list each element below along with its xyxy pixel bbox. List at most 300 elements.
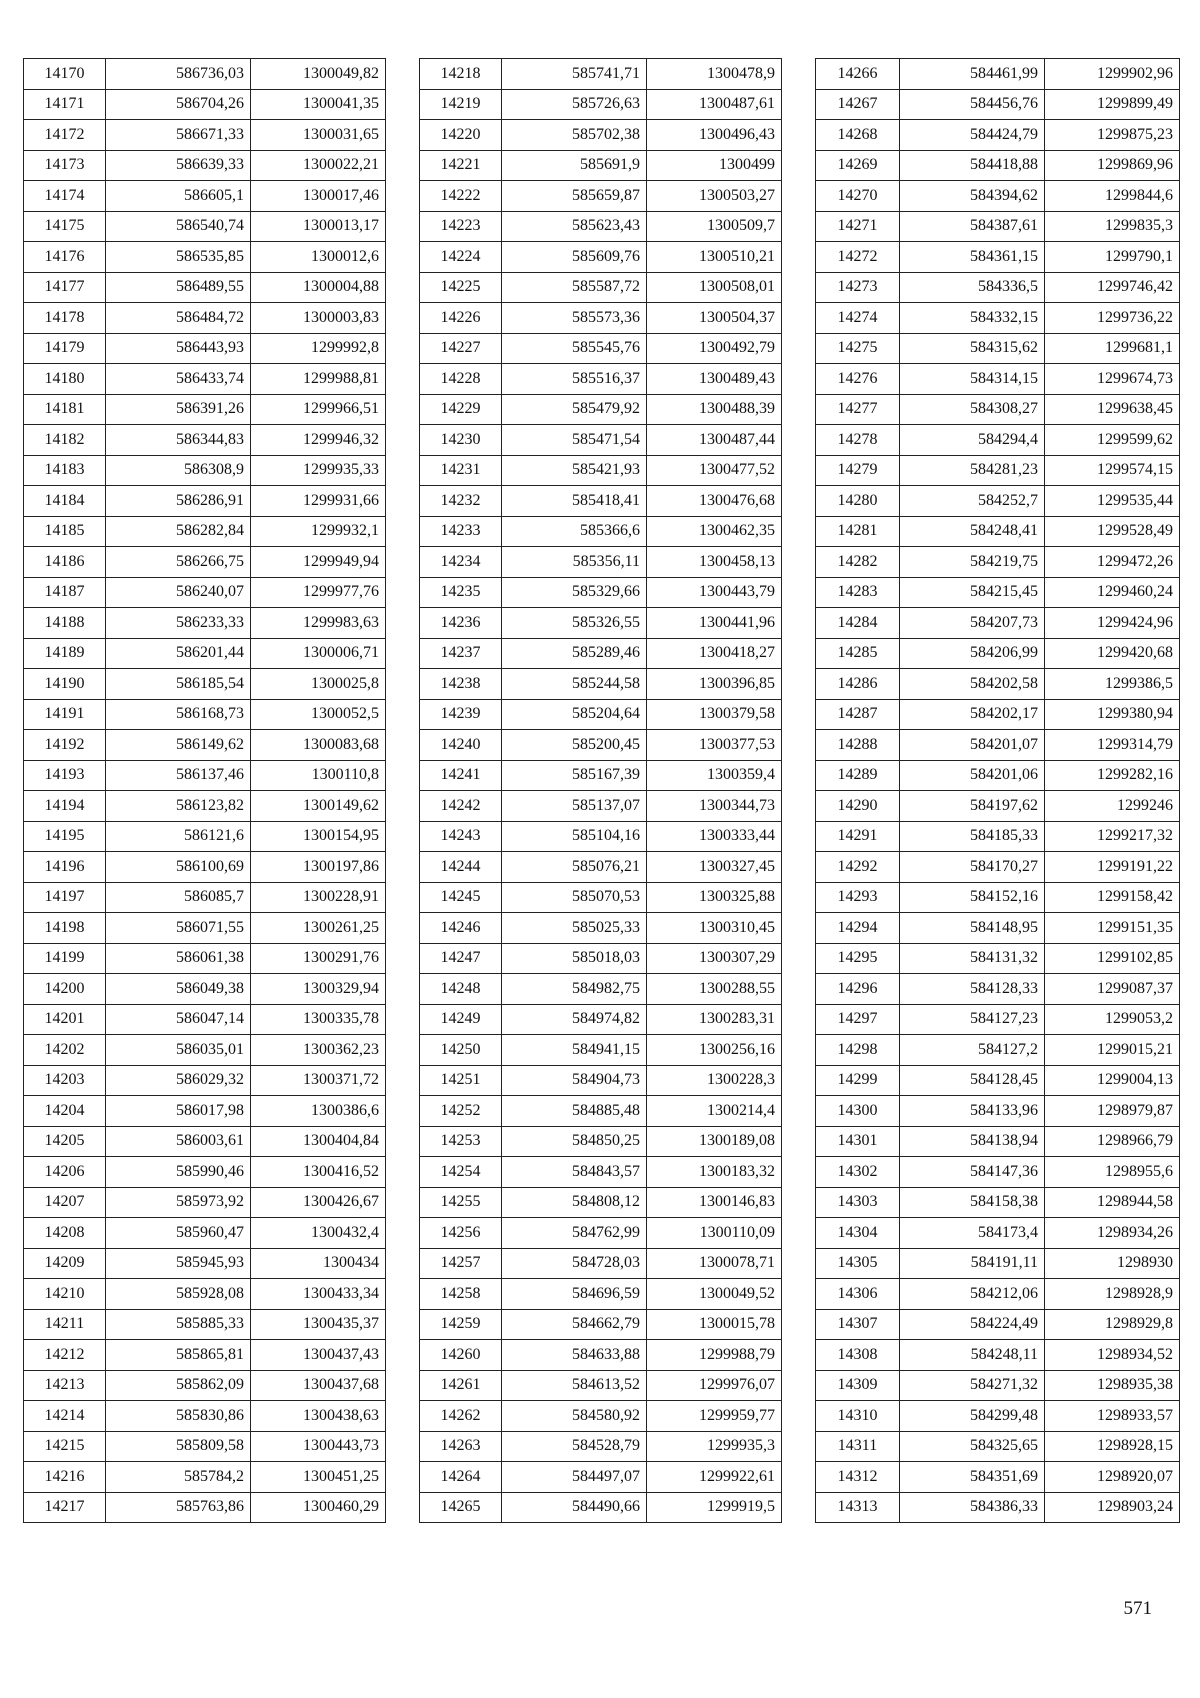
table-row (420, 394, 782, 425)
point-number-cell: 14225 (420, 272, 502, 303)
y-coordinate-cell: 1299949,94 (251, 547, 386, 578)
table-row (816, 1370, 1180, 1401)
y-coordinate-cell: 1300437,68 (251, 1370, 386, 1401)
point-number-cell: 14236 (420, 608, 502, 639)
table-row (816, 608, 1180, 639)
page-number: 571 (1123, 1598, 1152, 1619)
x-coordinate-cell: 586185,54 (106, 669, 251, 700)
x-coordinate-cell: 585702,38 (502, 120, 647, 151)
point-number-cell: 14258 (420, 1279, 502, 1310)
y-coordinate-cell: 1300404,84 (251, 1126, 386, 1157)
y-coordinate-cell: 1299988,79 (647, 1340, 782, 1371)
x-coordinate-cell: 586003,61 (106, 1126, 251, 1157)
y-coordinate-cell: 1300003,83 (251, 303, 386, 334)
x-coordinate-cell: 585659,87 (502, 181, 647, 212)
table-row (24, 89, 386, 120)
table-row (420, 425, 782, 456)
x-coordinate-cell: 584173,4 (900, 1218, 1045, 1249)
x-coordinate-cell: 585945,93 (106, 1248, 251, 1279)
point-number-cell: 14200 (24, 974, 106, 1005)
coordinate-table-3 (815, 58, 1180, 1523)
table-row (420, 1096, 782, 1127)
y-coordinate-cell: 1300344,73 (647, 791, 782, 822)
point-number-cell: 14249 (420, 1004, 502, 1035)
y-coordinate-cell: 1299983,63 (251, 608, 386, 639)
point-number-cell: 14246 (420, 913, 502, 944)
y-coordinate-cell: 1300359,4 (647, 760, 782, 791)
x-coordinate-cell: 584613,52 (502, 1370, 647, 1401)
table-row (24, 760, 386, 791)
y-coordinate-cell: 1300488,39 (647, 394, 782, 425)
y-coordinate-cell: 1300496,43 (647, 120, 782, 151)
x-coordinate-cell: 584148,95 (900, 913, 1045, 944)
point-number-cell: 14224 (420, 242, 502, 273)
table-row (816, 1187, 1180, 1218)
x-coordinate-cell: 585326,55 (502, 608, 647, 639)
y-coordinate-cell: 1300189,08 (647, 1126, 782, 1157)
y-coordinate-cell: 1299959,77 (647, 1401, 782, 1432)
table-row (24, 211, 386, 242)
point-number-cell: 14306 (816, 1279, 900, 1310)
y-coordinate-cell: 1299790,1 (1045, 242, 1180, 273)
point-number-cell: 14221 (420, 150, 502, 181)
x-coordinate-cell: 585587,72 (502, 272, 647, 303)
x-coordinate-cell: 584885,48 (502, 1096, 647, 1127)
x-coordinate-cell: 584850,25 (502, 1126, 647, 1157)
y-coordinate-cell: 1300476,68 (647, 486, 782, 517)
x-coordinate-cell: 585167,39 (502, 760, 647, 791)
x-coordinate-cell: 584248,41 (900, 516, 1045, 547)
y-coordinate-cell: 1300310,45 (647, 913, 782, 944)
point-number-cell: 14254 (420, 1157, 502, 1188)
y-coordinate-cell: 1299246 (1045, 791, 1180, 822)
point-number-cell: 14202 (24, 1035, 106, 1066)
point-number-cell: 14290 (816, 791, 900, 822)
point-number-cell: 14171 (24, 89, 106, 120)
table-row (816, 1004, 1180, 1035)
point-number-cell: 14227 (420, 333, 502, 364)
point-number-cell: 14199 (24, 943, 106, 974)
y-coordinate-cell: 1299992,8 (251, 333, 386, 364)
point-number-cell: 14184 (24, 486, 106, 517)
y-coordinate-cell: 1299935,33 (251, 455, 386, 486)
y-coordinate-cell: 1299932,1 (251, 516, 386, 547)
table-row (24, 821, 386, 852)
point-number-cell: 14260 (420, 1340, 502, 1371)
x-coordinate-cell: 584387,61 (900, 211, 1045, 242)
table-row (420, 272, 782, 303)
table-row (24, 1035, 386, 1066)
table-row (24, 303, 386, 334)
y-coordinate-cell: 1299674,73 (1045, 364, 1180, 395)
x-coordinate-cell: 585784,2 (106, 1462, 251, 1493)
x-coordinate-cell: 584941,15 (502, 1035, 647, 1066)
table-row (420, 608, 782, 639)
x-coordinate-cell: 584315,62 (900, 333, 1045, 364)
y-coordinate-cell: 1298935,38 (1045, 1370, 1180, 1401)
x-coordinate-cell: 585885,33 (106, 1309, 251, 1340)
y-coordinate-cell: 1300325,88 (647, 882, 782, 913)
table-row (24, 1096, 386, 1127)
table-row (24, 669, 386, 700)
x-coordinate-cell: 586535,85 (106, 242, 251, 273)
table-row (816, 699, 1180, 730)
point-number-cell: 14183 (24, 455, 106, 486)
x-coordinate-cell: 585741,71 (502, 59, 647, 90)
x-coordinate-cell: 586308,9 (106, 455, 251, 486)
y-coordinate-cell: 1300458,13 (647, 547, 782, 578)
x-coordinate-cell: 585545,76 (502, 333, 647, 364)
table-row (420, 699, 782, 730)
table-row (420, 1279, 782, 1310)
x-coordinate-cell: 584191,11 (900, 1248, 1045, 1279)
y-coordinate-cell: 1299844,6 (1045, 181, 1180, 212)
x-coordinate-cell: 586540,74 (106, 211, 251, 242)
x-coordinate-cell: 584314,15 (900, 364, 1045, 395)
table-row (816, 1248, 1180, 1279)
point-number-cell: 14257 (420, 1248, 502, 1279)
x-coordinate-cell: 584131,32 (900, 943, 1045, 974)
y-coordinate-cell: 1300503,27 (647, 181, 782, 212)
x-coordinate-cell: 584325,65 (900, 1431, 1045, 1462)
y-coordinate-cell: 1299875,23 (1045, 120, 1180, 151)
point-number-cell: 14181 (24, 394, 106, 425)
y-coordinate-cell: 1299988,81 (251, 364, 386, 395)
y-coordinate-cell: 1299977,76 (251, 577, 386, 608)
point-number-cell: 14208 (24, 1218, 106, 1249)
y-coordinate-cell: 1300509,7 (647, 211, 782, 242)
x-coordinate-cell: 585137,07 (502, 791, 647, 822)
x-coordinate-cell: 585609,76 (502, 242, 647, 273)
x-coordinate-cell: 585200,45 (502, 730, 647, 761)
table-row (816, 1126, 1180, 1157)
y-coordinate-cell: 1299681,1 (1045, 333, 1180, 364)
table-row (24, 486, 386, 517)
y-coordinate-cell: 1300013,17 (251, 211, 386, 242)
y-coordinate-cell: 1300022,21 (251, 150, 386, 181)
x-coordinate-cell: 584271,32 (900, 1370, 1045, 1401)
table-row (420, 1401, 782, 1432)
y-coordinate-cell: 1299638,45 (1045, 394, 1180, 425)
y-coordinate-cell: 1298920,07 (1045, 1462, 1180, 1493)
y-coordinate-cell: 1299966,51 (251, 394, 386, 425)
table-row (420, 730, 782, 761)
table-row (24, 1431, 386, 1462)
x-coordinate-cell: 584580,92 (502, 1401, 647, 1432)
y-coordinate-cell: 1300228,3 (647, 1065, 782, 1096)
x-coordinate-cell: 586344,83 (106, 425, 251, 456)
point-number-cell: 14255 (420, 1187, 502, 1218)
y-coordinate-cell: 1300228,91 (251, 882, 386, 913)
x-coordinate-cell: 585830,86 (106, 1401, 251, 1432)
y-coordinate-cell: 1300487,61 (647, 89, 782, 120)
point-number-cell: 14218 (420, 59, 502, 90)
point-number-cell: 14226 (420, 303, 502, 334)
table-row (420, 1218, 782, 1249)
table-row (24, 943, 386, 974)
table-row (816, 89, 1180, 120)
x-coordinate-cell: 584127,2 (900, 1035, 1045, 1066)
table-row (24, 1370, 386, 1401)
x-coordinate-cell: 584332,15 (900, 303, 1045, 334)
y-coordinate-cell: 1299460,24 (1045, 577, 1180, 608)
point-number-cell: 14250 (420, 1035, 502, 1066)
y-coordinate-cell: 1300435,37 (251, 1309, 386, 1340)
y-coordinate-cell: 1300451,25 (251, 1462, 386, 1493)
y-coordinate-cell: 1299424,96 (1045, 608, 1180, 639)
y-coordinate-cell: 1298934,26 (1045, 1218, 1180, 1249)
point-number-cell: 14309 (816, 1370, 900, 1401)
y-coordinate-cell: 1299102,85 (1045, 943, 1180, 974)
table-row (24, 333, 386, 364)
x-coordinate-cell: 584424,79 (900, 120, 1045, 151)
point-number-cell: 14243 (420, 821, 502, 852)
table-row (24, 1187, 386, 1218)
x-coordinate-cell: 584490,66 (502, 1492, 647, 1523)
y-coordinate-cell: 1300307,29 (647, 943, 782, 974)
x-coordinate-cell: 584299,48 (900, 1401, 1045, 1432)
x-coordinate-cell: 584696,59 (502, 1279, 647, 1310)
y-coordinate-cell: 1300261,25 (251, 913, 386, 944)
y-coordinate-cell: 1299869,96 (1045, 150, 1180, 181)
table-row (24, 791, 386, 822)
table-row (420, 303, 782, 334)
x-coordinate-cell: 584351,69 (900, 1462, 1045, 1493)
table-row (420, 638, 782, 669)
y-coordinate-cell: 1300499 (647, 150, 782, 181)
y-coordinate-cell: 1300291,76 (251, 943, 386, 974)
y-coordinate-cell: 1300041,35 (251, 89, 386, 120)
table-row (24, 181, 386, 212)
y-coordinate-cell: 1299282,16 (1045, 760, 1180, 791)
point-number-cell: 14175 (24, 211, 106, 242)
y-coordinate-cell: 1300441,96 (647, 608, 782, 639)
y-coordinate-cell: 1300416,52 (251, 1157, 386, 1188)
x-coordinate-cell: 584418,88 (900, 150, 1045, 181)
point-number-cell: 14291 (816, 821, 900, 852)
point-number-cell: 14307 (816, 1309, 900, 1340)
x-coordinate-cell: 584361,15 (900, 242, 1045, 273)
y-coordinate-cell: 1299746,42 (1045, 272, 1180, 303)
table-row (24, 1126, 386, 1157)
point-number-cell: 14242 (420, 791, 502, 822)
y-coordinate-cell: 1300197,86 (251, 852, 386, 883)
y-coordinate-cell: 1299535,44 (1045, 486, 1180, 517)
x-coordinate-cell: 586704,26 (106, 89, 251, 120)
x-coordinate-cell: 586266,75 (106, 547, 251, 578)
y-coordinate-cell: 1300489,43 (647, 364, 782, 395)
point-number-cell: 14213 (24, 1370, 106, 1401)
table-row (24, 1218, 386, 1249)
x-coordinate-cell: 584224,49 (900, 1309, 1045, 1340)
point-number-cell: 14299 (816, 1065, 900, 1096)
x-coordinate-cell: 584461,99 (900, 59, 1045, 90)
point-number-cell: 14262 (420, 1401, 502, 1432)
y-coordinate-cell: 1299835,3 (1045, 211, 1180, 242)
y-coordinate-cell: 1300256,16 (647, 1035, 782, 1066)
y-coordinate-cell: 1300492,79 (647, 333, 782, 364)
point-number-cell: 14219 (420, 89, 502, 120)
point-number-cell: 14251 (420, 1065, 502, 1096)
y-coordinate-cell: 1300443,73 (251, 1431, 386, 1462)
y-coordinate-cell: 1300487,44 (647, 425, 782, 456)
y-coordinate-cell: 1300329,94 (251, 974, 386, 1005)
point-number-cell: 14297 (816, 1004, 900, 1035)
x-coordinate-cell: 585418,41 (502, 486, 647, 517)
y-coordinate-cell: 1298929,8 (1045, 1309, 1180, 1340)
table-row (420, 1309, 782, 1340)
x-coordinate-cell: 584528,79 (502, 1431, 647, 1462)
y-coordinate-cell: 1299380,94 (1045, 699, 1180, 730)
point-number-cell: 14244 (420, 852, 502, 883)
table-row (24, 120, 386, 151)
point-number-cell: 14188 (24, 608, 106, 639)
y-coordinate-cell: 1300031,65 (251, 120, 386, 151)
y-coordinate-cell: 1300333,44 (647, 821, 782, 852)
point-number-cell: 14265 (420, 1492, 502, 1523)
table-row (816, 1431, 1180, 1462)
table-row (420, 791, 782, 822)
table-row (420, 1248, 782, 1279)
x-coordinate-cell: 584308,27 (900, 394, 1045, 425)
table-row (420, 89, 782, 120)
x-coordinate-cell: 584138,94 (900, 1126, 1045, 1157)
y-coordinate-cell: 1300049,82 (251, 59, 386, 90)
table-row (816, 150, 1180, 181)
x-coordinate-cell: 584158,38 (900, 1187, 1045, 1218)
table-row (816, 1035, 1180, 1066)
y-coordinate-cell: 1300396,85 (647, 669, 782, 700)
table-row (420, 760, 782, 791)
table-row (816, 730, 1180, 761)
x-coordinate-cell: 585289,46 (502, 638, 647, 669)
table-row (24, 272, 386, 303)
point-number-cell: 14293 (816, 882, 900, 913)
x-coordinate-cell: 584386,33 (900, 1492, 1045, 1523)
point-number-cell: 14185 (24, 516, 106, 547)
table-row (816, 1279, 1180, 1310)
y-coordinate-cell: 1300078,71 (647, 1248, 782, 1279)
x-coordinate-cell: 586168,73 (106, 699, 251, 730)
point-number-cell: 14269 (816, 150, 900, 181)
y-coordinate-cell: 1299053,2 (1045, 1004, 1180, 1035)
x-coordinate-cell: 584904,73 (502, 1065, 647, 1096)
point-number-cell: 14206 (24, 1157, 106, 1188)
table-row (24, 516, 386, 547)
y-coordinate-cell: 1300146,83 (647, 1187, 782, 1218)
point-number-cell: 14195 (24, 821, 106, 852)
point-number-cell: 14172 (24, 120, 106, 151)
x-coordinate-cell: 585366,6 (502, 516, 647, 547)
y-coordinate-cell: 1299976,07 (647, 1370, 782, 1401)
y-coordinate-cell: 1300438,63 (251, 1401, 386, 1432)
y-coordinate-cell: 1300508,01 (647, 272, 782, 303)
point-number-cell: 14292 (816, 852, 900, 883)
point-number-cell: 14176 (24, 242, 106, 273)
point-number-cell: 14205 (24, 1126, 106, 1157)
y-coordinate-cell: 1300478,9 (647, 59, 782, 90)
table-row (420, 486, 782, 517)
x-coordinate-cell: 584152,16 (900, 882, 1045, 913)
table-row (816, 1157, 1180, 1188)
x-coordinate-cell: 584197,62 (900, 791, 1045, 822)
y-coordinate-cell: 1300437,43 (251, 1340, 386, 1371)
table-row (24, 1492, 386, 1523)
y-coordinate-cell: 1300183,32 (647, 1157, 782, 1188)
point-number-cell: 14281 (816, 516, 900, 547)
point-number-cell: 14230 (420, 425, 502, 456)
x-coordinate-cell: 584843,57 (502, 1157, 647, 1188)
point-number-cell: 14235 (420, 577, 502, 608)
y-coordinate-cell: 1300386,6 (251, 1096, 386, 1127)
point-number-cell: 14193 (24, 760, 106, 791)
x-coordinate-cell: 586233,33 (106, 608, 251, 639)
point-number-cell: 14282 (816, 547, 900, 578)
y-coordinate-cell: 1299191,22 (1045, 852, 1180, 883)
y-coordinate-cell: 1300434 (251, 1248, 386, 1279)
point-number-cell: 14223 (420, 211, 502, 242)
point-number-cell: 14289 (816, 760, 900, 791)
table-row (420, 913, 782, 944)
x-coordinate-cell: 586061,38 (106, 943, 251, 974)
x-coordinate-cell: 586671,33 (106, 120, 251, 151)
y-coordinate-cell: 1300510,21 (647, 242, 782, 273)
point-number-cell: 14238 (420, 669, 502, 700)
y-coordinate-cell: 1300012,6 (251, 242, 386, 273)
y-coordinate-cell: 1299899,49 (1045, 89, 1180, 120)
point-number-cell: 14209 (24, 1248, 106, 1279)
point-number-cell: 14222 (420, 181, 502, 212)
y-coordinate-cell: 1300433,34 (251, 1279, 386, 1310)
table-row (420, 150, 782, 181)
table-row (420, 1370, 782, 1401)
point-number-cell: 14234 (420, 547, 502, 578)
y-coordinate-cell: 1298966,79 (1045, 1126, 1180, 1157)
y-coordinate-cell: 1298930 (1045, 1248, 1180, 1279)
table-row (24, 59, 386, 90)
x-coordinate-cell: 585421,93 (502, 455, 647, 486)
y-coordinate-cell: 1300052,5 (251, 699, 386, 730)
x-coordinate-cell: 586049,38 (106, 974, 251, 1005)
x-coordinate-cell: 585726,63 (502, 89, 647, 120)
y-coordinate-cell: 1300288,55 (647, 974, 782, 1005)
x-coordinate-cell: 584248,11 (900, 1340, 1045, 1371)
point-number-cell: 14252 (420, 1096, 502, 1127)
table-row (420, 455, 782, 486)
y-coordinate-cell: 1300443,79 (647, 577, 782, 608)
table-row (420, 1065, 782, 1096)
point-number-cell: 14237 (420, 638, 502, 669)
table-row (816, 1340, 1180, 1371)
table-row (816, 333, 1180, 364)
x-coordinate-cell: 586017,98 (106, 1096, 251, 1127)
table-row (816, 943, 1180, 974)
table-row (816, 638, 1180, 669)
x-coordinate-cell: 584252,7 (900, 486, 1045, 517)
y-coordinate-cell: 1300477,52 (647, 455, 782, 486)
table-row (24, 1462, 386, 1493)
table-row (816, 760, 1180, 791)
x-coordinate-cell: 586047,14 (106, 1004, 251, 1035)
point-number-cell: 14212 (24, 1340, 106, 1371)
point-number-cell: 14284 (816, 608, 900, 639)
x-coordinate-cell: 586605,1 (106, 181, 251, 212)
point-number-cell: 14194 (24, 791, 106, 822)
y-coordinate-cell: 1299528,49 (1045, 516, 1180, 547)
table-row (420, 547, 782, 578)
table-row (420, 1340, 782, 1371)
point-number-cell: 14180 (24, 364, 106, 395)
